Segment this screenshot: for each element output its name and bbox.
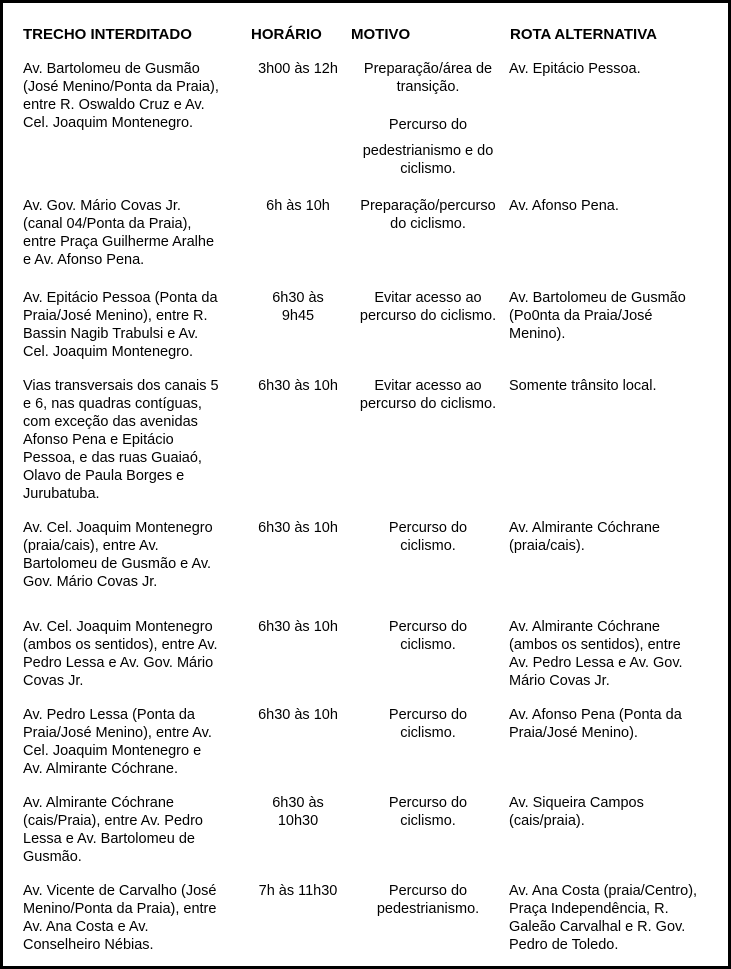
- trecho-text-line: Av. Ana Costa e Av.: [23, 919, 149, 935]
- motivo-text-line: Percurso do: [388, 117, 468, 133]
- trecho-text-line: Praia/José Menino), entre R.: [23, 308, 208, 324]
- trecho-text-line: e Av. Afonso Pena.: [23, 252, 145, 268]
- motivo-text-line: Percurso do: [388, 520, 468, 536]
- trecho-text-line: Av. Gov. Mário Covas Jr.: [23, 198, 181, 214]
- trecho-text-line: Cel. Joaquim Montenegro.: [23, 115, 194, 131]
- cell-trecho: [23, 60, 245, 132]
- cell-horario: [247, 377, 349, 395]
- horario-text-line: 6h30 às: [272, 290, 324, 306]
- rota-text-line: (Po0nta da Praia/José: [509, 308, 653, 324]
- trecho-text-line: (José Menino/Ponta da Praia),: [23, 79, 219, 95]
- motivo-text-line: Preparação/percurso: [360, 198, 496, 214]
- rota-text-line: Menino).: [509, 326, 566, 342]
- trecho-text-line: Vias transversais dos canais 5: [23, 378, 219, 394]
- motivo-text-line: percurso do ciclismo.: [359, 308, 497, 324]
- trecho-text-line: Covas Jr.: [23, 673, 84, 689]
- trecho-text-line: Olavo de Paula Borges e: [23, 468, 185, 484]
- cell-horario: [247, 706, 349, 724]
- header-motivo: MOTIVO: [351, 26, 411, 43]
- motivo-text-line: Evitar acesso ao: [374, 290, 482, 306]
- horario-text-line: 6h30 às 10h: [258, 707, 338, 723]
- motivo-text-line: ciclismo.: [400, 538, 456, 554]
- trecho-text-line: Lessa e Av. Bartolomeu de: [23, 831, 195, 847]
- horario-text-line: 3h00 às 12h: [258, 61, 338, 77]
- rota-text-line: Pedro de Toledo.: [509, 937, 619, 953]
- horario-text-line: 10h30: [277, 813, 319, 829]
- cell-motivo: [351, 794, 505, 830]
- trecho-text-line: Av. Almirante Cóchrane: [23, 795, 174, 811]
- cell-motivo: [351, 882, 505, 918]
- cell-rota: [509, 197, 721, 215]
- rota-text-line: Galeão Carvalhal e R. Gov.: [509, 919, 686, 935]
- trecho-text-line: Av. Epitácio Pessoa (Ponta da: [23, 290, 218, 306]
- trecho-text-line: Gusmão.: [23, 849, 82, 865]
- header-trecho: TRECHO INTERDITADO: [23, 26, 192, 43]
- trecho-text-line: Gov. Mário Covas Jr.: [23, 574, 158, 590]
- cell-motivo: [351, 60, 505, 96]
- trecho-text-line: Av. Cel. Joaquim Montenegro: [23, 619, 213, 635]
- horario-text-line: 9h45: [281, 308, 315, 324]
- trecho-text-line: Av. Cel. Joaquim Montenegro: [23, 520, 213, 536]
- cell-horario: [247, 519, 349, 537]
- cell-horario: [247, 289, 349, 325]
- trecho-text-line: entre R. Oswaldo Cruz e Av.: [23, 97, 205, 113]
- cell-motivo: [351, 706, 505, 742]
- cell-motivo: [351, 618, 505, 654]
- trecho-text-line: Bartolomeu de Gusmão e Av.: [23, 556, 212, 572]
- motivo-text-line: ciclismo.: [400, 725, 456, 741]
- rota-text-line: (ambos os sentidos), entre: [509, 637, 681, 653]
- rota-text-line: Mário Covas Jr.: [509, 673, 610, 689]
- header-horario: HORÁRIO: [251, 26, 322, 43]
- trecho-text-line: com exceção das avenidas: [23, 414, 198, 430]
- cell-motivo: [351, 289, 505, 325]
- horario-text-line: 6h30 às: [272, 795, 324, 811]
- motivo-text-line: ciclismo.: [400, 813, 456, 829]
- trecho-text-line: Bassin Nagib Trabulsi e Av.: [23, 326, 199, 342]
- horario-text-line: 6h30 às 10h: [258, 619, 338, 635]
- cell-horario: [247, 197, 349, 215]
- motivo-text-line: Evitar acesso ao: [374, 378, 482, 394]
- trecho-text-line: Praia/José Menino), entre Av.: [23, 725, 212, 741]
- trecho-text-line: Afonso Pena e Epitácio: [23, 432, 174, 448]
- horario-text-line: 6h às 10h: [266, 198, 330, 214]
- cell-motivo: [351, 197, 505, 233]
- trecho-text-line: (canal 04/Ponta da Praia),: [23, 216, 192, 232]
- rota-text-line: (cais/praia).: [509, 813, 585, 829]
- motivo-text-line: do ciclismo.: [390, 216, 466, 232]
- rota-text-line: Av. Pedro Lessa e Av. Gov.: [509, 655, 683, 671]
- trecho-text-line: Menino/Ponta da Praia), entre: [23, 901, 217, 917]
- motivo-text-line: ciclismo.: [400, 637, 456, 653]
- trecho-text-line: Jurubatuba.: [23, 486, 100, 502]
- motivo-text-line: transição.: [396, 79, 460, 95]
- cell-rota: [509, 60, 721, 78]
- motivo-text-line: ciclismo.: [400, 161, 456, 177]
- cell-motivo: [351, 377, 505, 413]
- cell-trecho: [23, 618, 245, 690]
- motivo-text-line: Percurso do: [388, 795, 468, 811]
- rota-text-line: Av. Afonso Pena.: [509, 198, 619, 214]
- cell-rota: [509, 794, 721, 830]
- cell-horario: [247, 618, 349, 636]
- motivo-text-line: Percurso do: [388, 619, 468, 635]
- rota-text-line: Praça Independência, R.: [509, 901, 669, 917]
- trecho-text-line: Av. Almirante Cóchrane.: [23, 761, 179, 777]
- cell-rota: [509, 618, 721, 690]
- cell-motivo: [351, 519, 505, 555]
- motivo-text-line: percurso do ciclismo.: [359, 396, 497, 412]
- rota-text-line: Av. Afonso Pena (Ponta da: [509, 707, 682, 723]
- cell-rota: [509, 706, 721, 742]
- trecho-text-line: entre Praça Guilherme Aralhe: [23, 234, 215, 250]
- rota-text-line: Av. Epitácio Pessoa.: [509, 61, 641, 77]
- cell-trecho: [23, 706, 245, 778]
- cell-motivo-extra: [351, 112, 505, 178]
- trecho-text-line: Cel. Joaquim Montenegro.: [23, 344, 194, 360]
- trecho-text-line: (cais/Praia), entre Av. Pedro: [23, 813, 203, 829]
- trecho-text-line: (ambos os sentidos), entre Av.: [23, 637, 218, 653]
- cell-horario: [247, 882, 349, 900]
- cell-rota: [509, 519, 721, 555]
- rota-text-line: Av. Almirante Cóchrane: [509, 520, 660, 536]
- horario-text-line: 7h às 11h30: [258, 883, 338, 899]
- cell-rota: [509, 882, 721, 954]
- rota-text-line: Av. Ana Costa (praia/Centro),: [509, 883, 698, 899]
- cell-trecho: [23, 377, 245, 503]
- cell-horario: [247, 60, 349, 78]
- trecho-text-line: Pedro Lessa e Av. Gov. Mário: [23, 655, 214, 671]
- trecho-text-line: (praia/cais), entre Av.: [23, 538, 159, 554]
- trecho-text-line: Conselheiro Nébias.: [23, 937, 154, 953]
- rota-text-line: Praia/José Menino).: [509, 725, 638, 741]
- motivo-text-line: Preparação/área de: [363, 61, 493, 77]
- cell-trecho: [23, 519, 245, 591]
- cell-rota: [509, 289, 721, 343]
- trecho-text-line: Av. Vicente de Carvalho (José: [23, 883, 217, 899]
- rota-text-line: Av. Almirante Cóchrane: [509, 619, 660, 635]
- trecho-text-line: e 6, nas quadras contíguas,: [23, 396, 202, 412]
- motivo-text-line: Percurso do: [388, 883, 468, 899]
- horario-text-line: 6h30 às 10h: [258, 378, 338, 394]
- cell-horario: [247, 794, 349, 830]
- motivo-text-line: pedestrianismo e do: [362, 143, 494, 159]
- rota-text-line: Av. Bartolomeu de Gusmão: [509, 290, 686, 306]
- rota-text-line: Somente trânsito local.: [509, 378, 657, 394]
- cell-trecho: [23, 794, 245, 866]
- cell-rota: [509, 377, 721, 395]
- cell-trecho: [23, 197, 245, 269]
- motivo-text-line: Percurso do: [388, 707, 468, 723]
- motivo-text-line: pedestrianismo.: [376, 901, 480, 917]
- trecho-text-line: Av. Bartolomeu de Gusmão: [23, 61, 200, 77]
- rota-text-line: (praia/cais).: [509, 538, 585, 554]
- horario-text-line: 6h30 às 10h: [258, 520, 338, 536]
- rota-text-line: Av. Siqueira Campos: [509, 795, 644, 811]
- header-rota: ROTA ALTERNATIVA: [510, 26, 657, 43]
- trecho-text-line: Pessoa, e das ruas Guaiaó,: [23, 450, 202, 466]
- cell-trecho: [23, 882, 245, 954]
- cell-trecho: [23, 289, 245, 361]
- trecho-text-line: Av. Pedro Lessa (Ponta da: [23, 707, 195, 723]
- trecho-text-line: Cel. Joaquim Montenegro e: [23, 743, 202, 759]
